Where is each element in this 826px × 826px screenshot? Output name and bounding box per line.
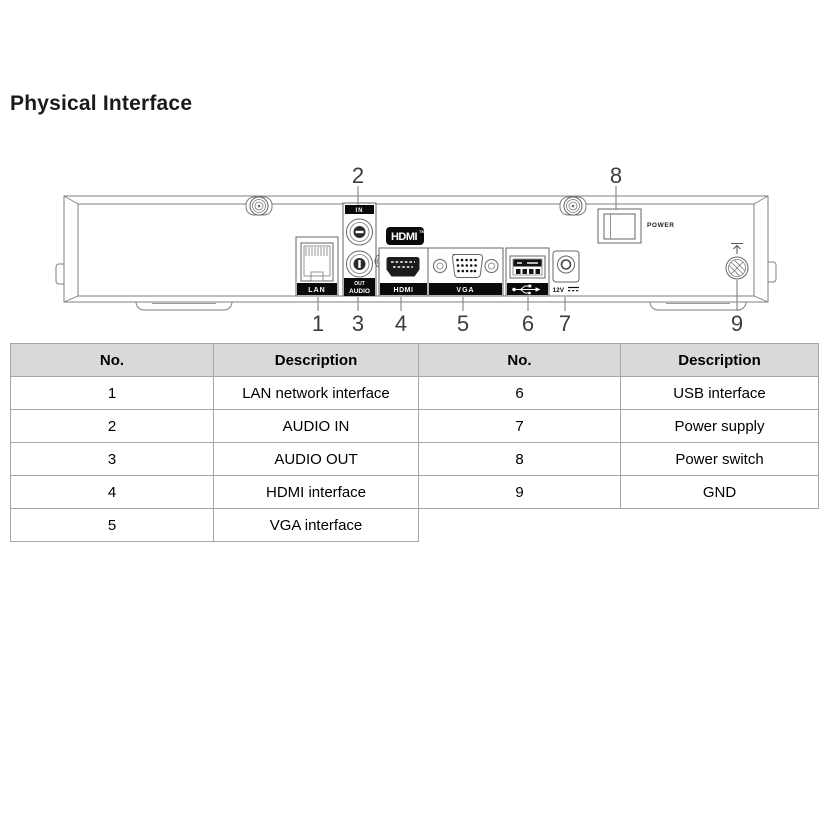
header-description-left: Description: [214, 344, 419, 377]
lan-port: [296, 237, 338, 296]
interface-description-table: [10, 343, 819, 542]
audio-label: AUDIO: [349, 288, 370, 295]
table-row: [11, 476, 819, 509]
table-row: [11, 509, 819, 542]
power-switch: [598, 209, 641, 243]
header-no-right: No.: [419, 344, 621, 377]
callout-5: 5: [456, 311, 470, 336]
audio-ports: [343, 203, 376, 296]
callout-9: 9: [730, 311, 744, 336]
cell-description: VGA interface: [214, 509, 419, 542]
cell-description: AUDIO OUT: [214, 443, 419, 476]
cell-no: 3: [11, 443, 214, 476]
hdmi-logo-text: HDMI: [390, 231, 418, 243]
callout-1: 1: [311, 311, 325, 336]
cell-description: HDMI interface: [214, 476, 419, 509]
power-switch-label: POWER: [647, 222, 675, 229]
cell-description: Power supply: [621, 410, 819, 443]
audio-in-label: IN: [355, 208, 364, 214]
callout-2: 2: [351, 163, 365, 188]
table-header-row: [11, 344, 819, 377]
hdmi-port-label: HDMI: [393, 287, 414, 294]
usb-port: [506, 248, 549, 296]
cell-description: LAN network interface: [214, 377, 419, 410]
cell-description: GND: [621, 476, 819, 509]
hdmi-logo-tm: TM: [419, 229, 425, 234]
cell-empty: [621, 509, 819, 542]
rear-panel-diagram: [0, 160, 826, 340]
cell-no: 6: [419, 377, 621, 410]
cell-no: 7: [419, 410, 621, 443]
header-description-right: Description: [621, 344, 819, 377]
cell-no: 8: [419, 443, 621, 476]
callout-7: 7: [558, 311, 572, 336]
cell-no: 9: [419, 476, 621, 509]
audio-out-label: OUT: [354, 281, 365, 287]
callout-8: 8: [609, 163, 623, 188]
callout-6: 6: [521, 311, 535, 336]
power-12v-label: 12V: [552, 287, 565, 294]
header-no-left: No.: [11, 344, 214, 377]
panel-screw: [560, 197, 586, 215]
table-row: [11, 443, 819, 476]
cell-description: Power switch: [621, 443, 819, 476]
cell-description: AUDIO IN: [214, 410, 419, 443]
vga-port: [428, 248, 503, 296]
cell-empty: [419, 509, 621, 542]
audio-out-jack: [347, 251, 373, 277]
callout-4: 4: [394, 311, 408, 336]
vga-label: VGA: [456, 287, 475, 294]
cell-no: 1: [11, 377, 214, 410]
cell-description: USB interface: [621, 377, 819, 410]
hdmi-port: [379, 248, 428, 296]
page-title: Physical Interface: [10, 92, 193, 115]
table-row: [11, 377, 819, 410]
panel-screw: [246, 197, 272, 215]
audio-in-jack: [347, 219, 373, 245]
table-row: [11, 410, 819, 443]
cell-no: 4: [11, 476, 214, 509]
cell-no: 5: [11, 509, 214, 542]
callout-3: 3: [351, 311, 365, 336]
hdmi-logo: [386, 227, 425, 245]
lan-label: LAN: [308, 287, 326, 294]
cell-no: 2: [11, 410, 214, 443]
